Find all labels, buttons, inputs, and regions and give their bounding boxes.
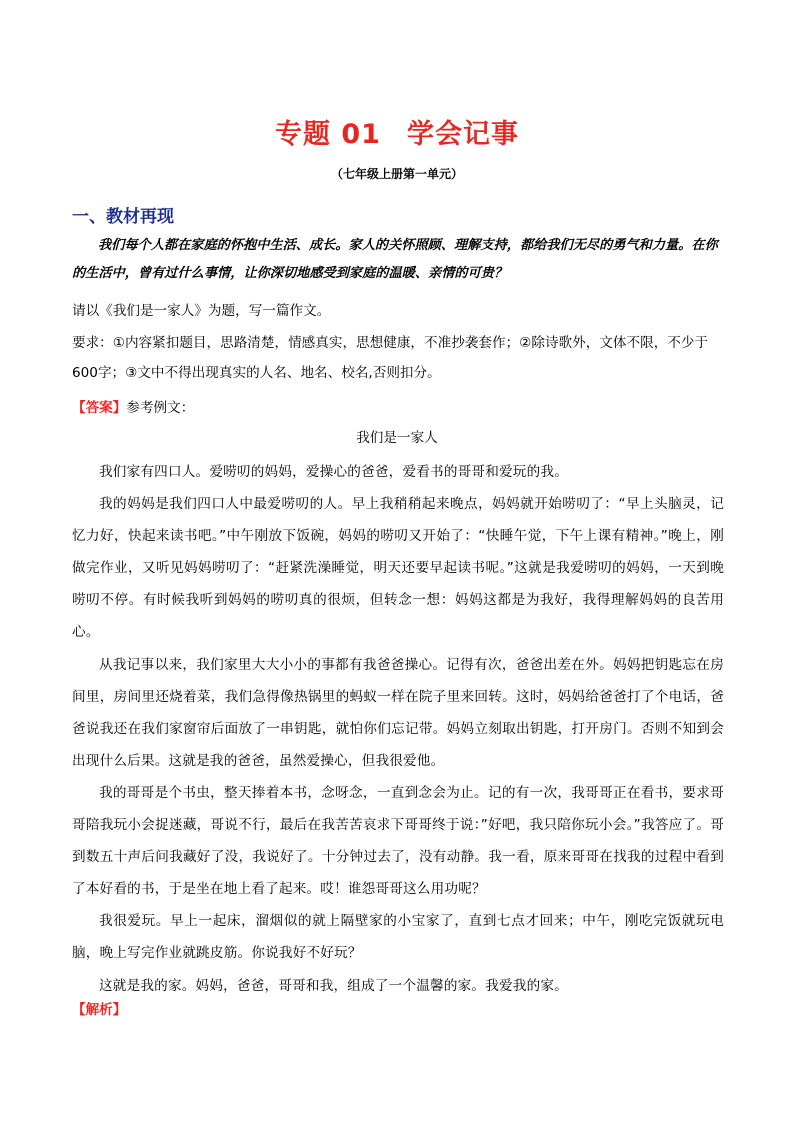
essay-paragraph: 我很爱玩。早上一起床，溜烟似的就上隔壁家的小宝家了，直到七点才回来；中午，刚吃完饭就玩电脑，晚上写完作业就跳皮筋。你说我好不好玩？ [72,913,724,962]
section-heading: 一、教材再现 [72,207,174,227]
answer-text: 参考例文： [126,400,195,416]
essay-paragraph: 我的哥哥是个书虫，整天捧着本书，念呀念，一直到念会为止。记的有一次，我哥哥正在看书，要求哥哥陪我玩小会捉迷藏，哥说不行，最后在我苦苦哀求下哥哥终于说：”好吧，我只陪你玩小会。”我答应了。哥到数五十声后问我藏好了没，我说好了。十分钟过去了，没有动静。我一看，原来哥哥在找我的过程中看到了本好看的书，于是坐在地上看了起来。哎！谁怨哥哥这么用功呢？ [72,784,724,898]
writing-prompt: 请以《我们是一家人》为题，写一篇作文。 [72,303,331,319]
essay-paragraph: 我们家有四口人。爱唠叨的妈妈，爱操心的爸爸，爱看书的哥哥和爱玩的我。 [99,464,568,480]
page-subtitle: （七年级上册第一单元） [330,167,463,181]
analysis-tag: 【解析】 [72,1002,127,1018]
writing-requirements: 要求：①内容紧扣题目，思路清楚，情感真实，思想健康，不准抄袭套作；②除诗歌外，文体不限，不少于600字；③文中不得出现真实的人名、地名、校名,否则扣分。 [72,335,709,381]
title-topic-number: 专题 01 [275,119,381,150]
page-title [0,112,794,151]
essay-paragraph: 这就是我的家。妈妈，爸爸，哥哥和我，组成了一个温馨的家。我爱我的家。 [99,977,568,994]
essay-title: 我们是一家人 [356,430,438,446]
title-topic-name: 学会记事 [406,119,519,150]
essay-body [72,456,724,1002]
answer-line [72,396,724,420]
essay-paragraph: 我的妈妈是我们四口人中最爱唠叨的人。早上我稍稍起来晚点，妈妈就开始唠叨了：“早上头脑灵，记忆力好，快起来读书吧。”中午刚放下饭碗，妈妈的唠叨又开始了：“快睡午觉，下午上课有精神。”晚上，刚做完作业，又听见妈妈唠叨了：“赶紧洗澡睡觉，明天还要早起读书呢。”这就是我爱唠叨的妈妈，一天到晚唠叨不停。有时候我听到妈妈的唠叨真的很烦，但转念一想：妈妈这都是为我好，我得理解妈妈的良苦用心。 [72,496,724,641]
essay-paragraph: 从我记事以来，我们家里大大小小的事都有我爸爸操心。记得有次，爸爸出差在外。妈妈把钥匙忘在房间里，房间里还烧着菜，我们急得像热锅里的蚂蚁一样在院子里来回转。这时，妈妈给爸爸打了个电话，爸爸说我还在我们家窗帘后面放了一串钥匙，就怕你们忘记带。妈妈立刻取出钥匙，打开房门。否则不知到会出现什么后果。这就是我的爸爸，虽然爱操心，但我很爱他。 [72,656,724,769]
answer-tag: 【答案】 [72,400,127,416]
intro-paragraph: 我们每个人都在家庭的怀抱中生活、成长。家人的关怀照顾、理解支持，都给我们无尽的勇气和力量。在你的生活中，曾有过什么事情，让你深切地感受到家庭的温暖、亲情的可贵？ [72,238,718,281]
